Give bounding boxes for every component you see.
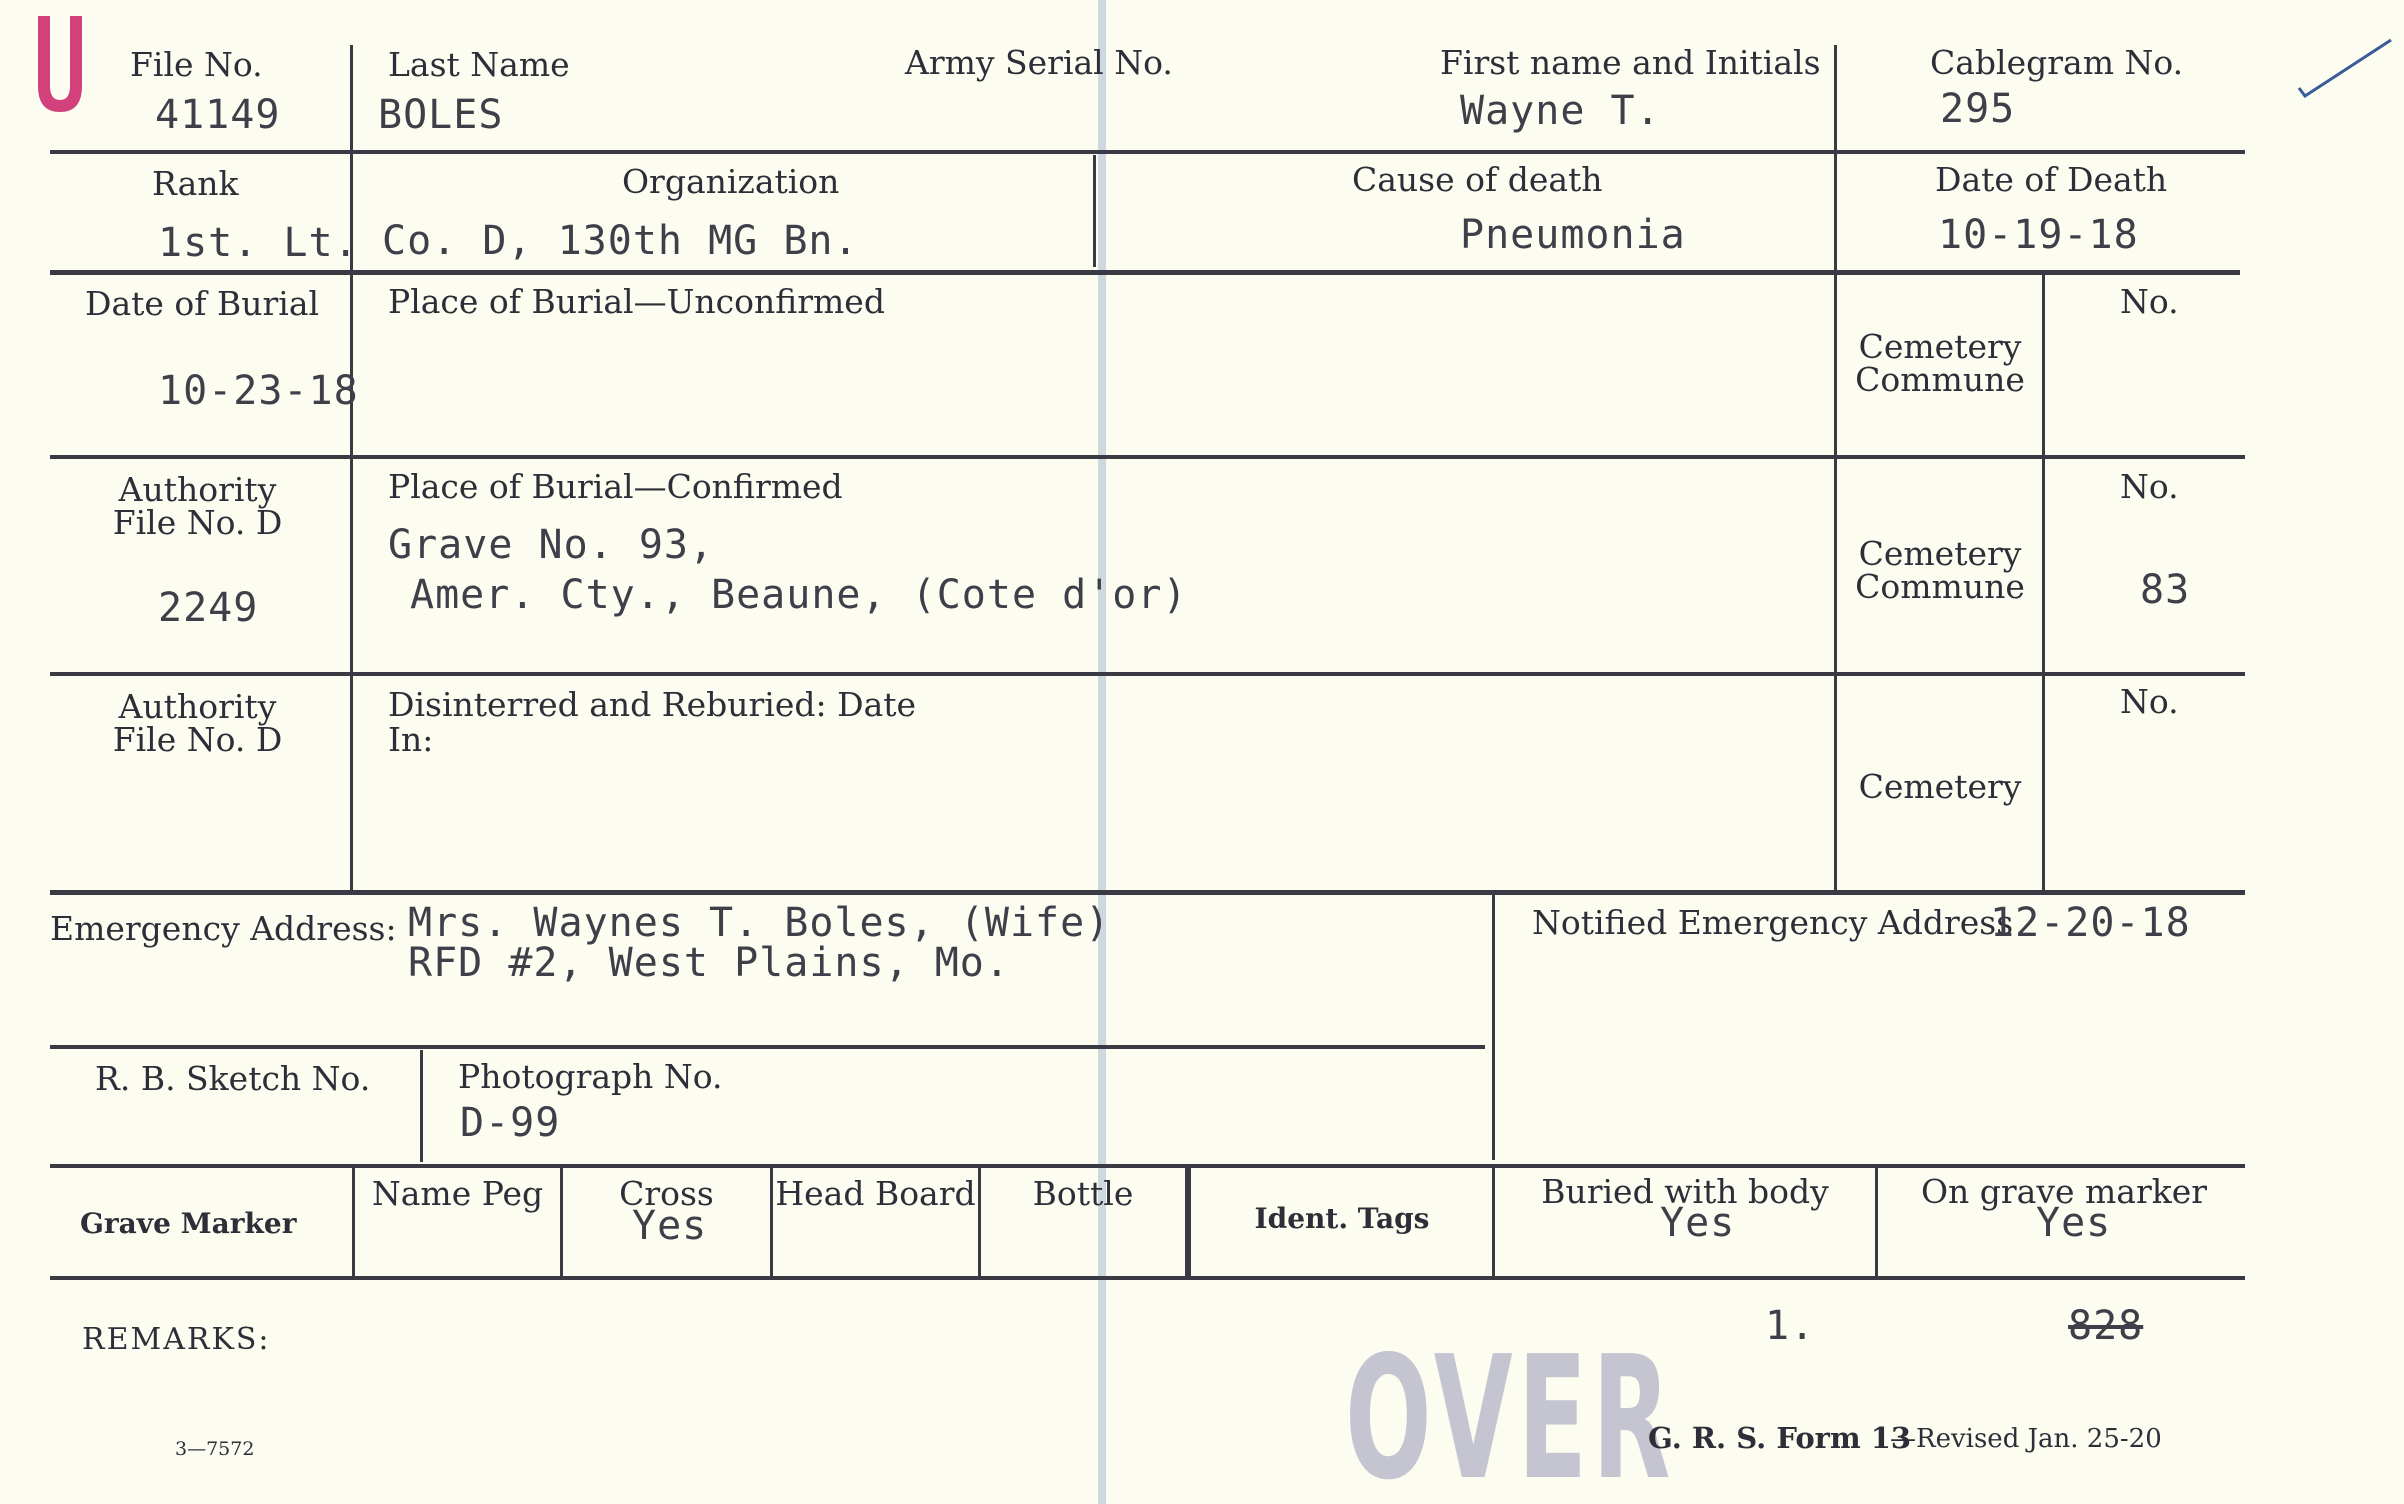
remarks-label: REMARKS:: [82, 1322, 271, 1357]
head-board-label: Head Board: [775, 1174, 976, 1213]
disinterred-label: Disinterred and Reburied: Date: [388, 685, 917, 724]
buried-with-body-label: Buried with body: [1541, 1172, 1829, 1211]
place-confirmed-label: Place of Burial—Confirmed: [388, 467, 843, 506]
print-code: 3—7572: [175, 1438, 255, 1460]
name-peg-label: Name Peg: [371, 1174, 544, 1213]
date-of-burial-value: 10-23-18: [158, 368, 359, 414]
ident-tags-label: Ident. Tags: [1254, 1202, 1430, 1235]
on-grave-marker-value: Yes: [2036, 1200, 2112, 1246]
reburied-in-label: In:: [388, 720, 434, 759]
file-no-label: File No.: [130, 45, 263, 84]
date-of-death-label: Date of Death: [1935, 160, 2168, 199]
on-grave-marker-label: On grave marker: [1920, 1172, 2208, 1211]
emergency-address-line1: Mrs. Waynes T. Boles, (Wife): [408, 900, 1111, 946]
organization-value: Co. D, 130th MG Bn.: [382, 218, 859, 264]
cause-of-death-value: Pneumonia: [1460, 212, 1686, 258]
cablegram-label: Cablegram No.: [1930, 43, 2184, 82]
authority-label: Authority: [118, 470, 277, 509]
cemetery-label: Cemetery: [1858, 534, 2022, 573]
emergency-address-label: Emergency Address:: [50, 909, 397, 948]
reburied-no-label: No.: [2120, 682, 2179, 721]
commune-label: Commune: [1855, 360, 2025, 399]
cablegram-value: 295: [1940, 86, 2016, 132]
cross-value: Yes: [632, 1203, 708, 1249]
first-name-value: Wayne T.: [1460, 88, 1661, 134]
date-of-burial-label: Date of Burial: [85, 284, 320, 323]
emergency-address-line2: RFD #2, West Plains, Mo.: [408, 940, 1010, 986]
grave-no-line: Grave No. 93,: [388, 522, 715, 568]
cross-label: Cross: [619, 1174, 714, 1213]
check-mark-icon: [2295, 30, 2395, 100]
confirmed-no-label: No.: [2120, 467, 2179, 506]
u-stamp: [30, 8, 90, 120]
notified-emergency-date: 12-20-18: [1990, 900, 2191, 946]
place-unconfirmed-label: Place of Burial—Unconfirmed: [388, 282, 885, 321]
remarks-code: 828: [2068, 1303, 2144, 1349]
cemetery-label: Cemetery: [1858, 767, 2022, 806]
form-label: G. R. S. Form 13: [1648, 1421, 1912, 1455]
revised-label: —Revised Jan. 25-20: [1890, 1424, 2162, 1454]
buried-with-body-value: Yes: [1660, 1200, 1736, 1246]
photograph-no-label: Photograph No.: [458, 1057, 723, 1096]
over-stamp: OVER: [1345, 1320, 1676, 1504]
commune-label: Commune: [1855, 567, 2025, 606]
unconfirmed-no-label: No.: [2120, 282, 2179, 321]
last-name-value: BOLES: [378, 92, 504, 138]
authority-label: Authority: [118, 687, 277, 726]
last-name-label: Last Name: [388, 45, 570, 84]
file-no-d-label: File No. D: [112, 720, 283, 759]
notified-emergency-label: Notified Emergency Address: [1532, 903, 2014, 942]
grave-marker-label: Grave Marker: [80, 1207, 297, 1240]
first-name-label: First name and Initials: [1440, 43, 1821, 82]
photograph-no-value: D-99: [460, 1100, 561, 1146]
cemetery-label: Cemetery: [1858, 327, 2022, 366]
bottle-label: Bottle: [1032, 1174, 1134, 1213]
organization-label: Organization: [622, 162, 840, 201]
cause-of-death-label: Cause of death: [1352, 160, 1603, 199]
file-no-value: 41149: [155, 92, 281, 138]
date-of-death-value: 10-19-18: [1938, 212, 2139, 258]
sketch-no-label: R. B. Sketch No.: [95, 1059, 371, 1098]
cemetery-address-line: Amer. Cty., Beaune, (Cote d'or): [410, 572, 1188, 618]
file-no-d-label: File No. D: [112, 503, 283, 542]
confirmed-no-value: 83: [2140, 567, 2191, 613]
rank-label: Rank: [152, 164, 239, 203]
remarks-number: 1.: [1765, 1303, 1816, 1349]
army-serial-label: Army Serial No.: [905, 43, 1173, 82]
rank-value: 1st. Lt.: [158, 220, 359, 266]
authority-file-no-value: 2249: [158, 585, 259, 631]
